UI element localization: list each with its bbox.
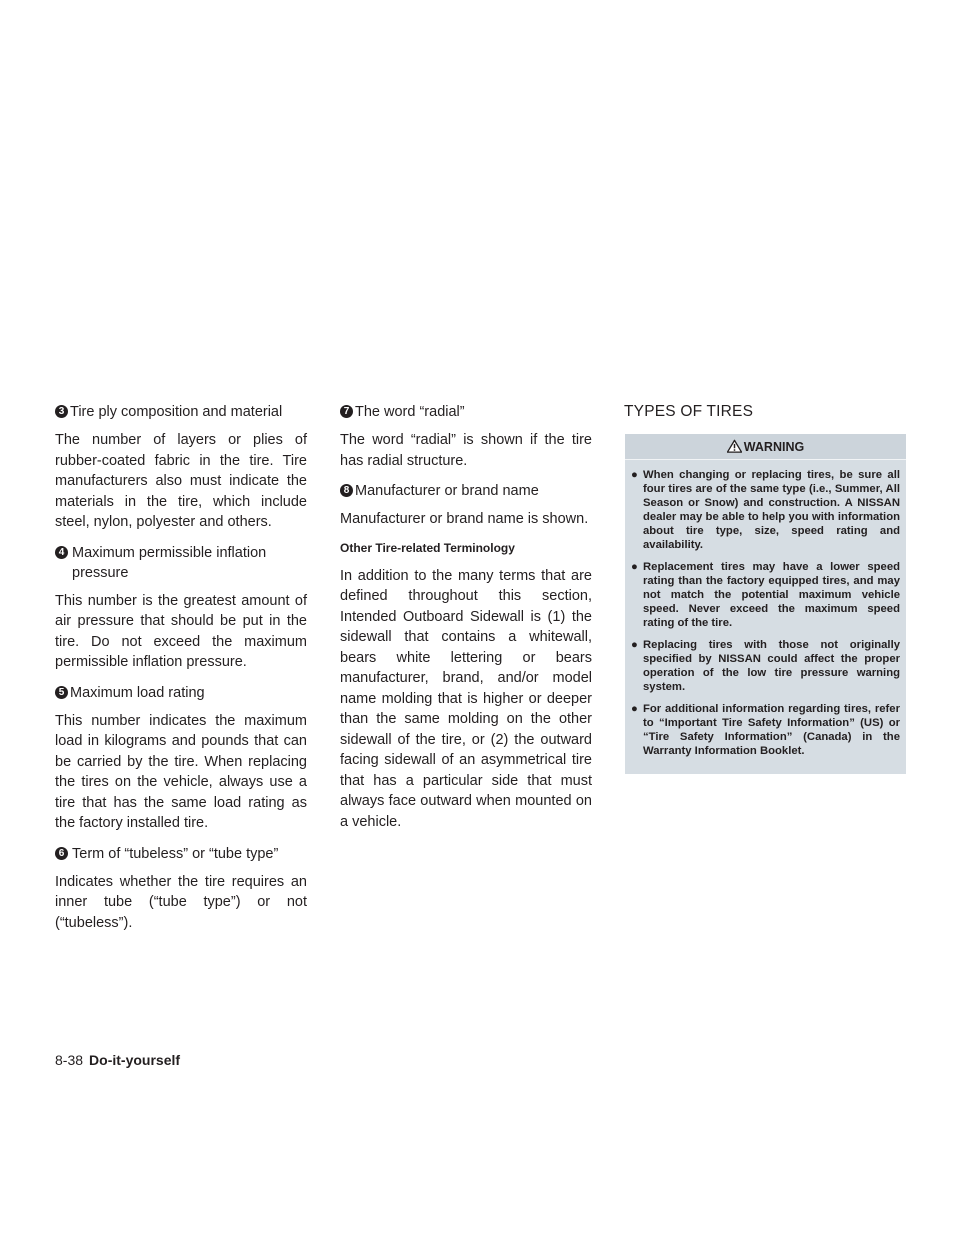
item-4-heading [55,543,307,583]
terminology-subheading: Other Tire-related Terminology [340,540,515,555]
page-footer [55,1050,180,1070]
item-4-paragraph: This number is the greatest amount of air pressure that should be put in the tire. Do not exceed the maximum permissible inflation pressure. [55,592,307,670]
circled-number-7: 7 [340,405,353,418]
item-5-heading [55,683,307,703]
warning-label: WARNING [743,439,805,454]
item-5-paragraph: This number indicates the maximum load in kilograms and pounds that can be carried by the tire. When replacing the tires on the vehicle, always use a tire that has the same load rating as the factory installed tire. [55,712,307,831]
item-8-label: Manufacturer or brand name [355,483,539,499]
item-7-label: The word “radial” [355,404,465,420]
item-8-heading [340,481,592,501]
circled-number-5: 5 [55,686,68,699]
warning-list [631,468,900,758]
bullet-icon: ● [631,469,638,481]
circled-number-6: 6 [55,847,68,860]
item-5-label: Maximum load rating [70,684,205,701]
item-3-heading [55,402,307,422]
warning-box [625,434,906,774]
page-number: 8-38 [55,1052,84,1068]
section-title: TYPES OF TIRES [624,403,754,420]
warning-item-text: For additional information regarding tires, refer to “Important Tire Safety Information” (US) or “Tire Safety Information” (Canada) in the Warranty Information Booklet. [643,703,900,757]
warning-header [625,434,906,460]
item-7-heading [340,402,592,422]
item-4-label: Maximum permissible inflation pressure [72,544,267,581]
column-1 [55,402,307,943]
column-3 [624,402,906,774]
bullet-icon: ● [631,561,638,573]
terminology-paragraph: In addition to the many terms that are defined throughout this section, Intended Outboard Sidewall is (1) the sidewall that contains a whitewall, bears white lettering or bears manufacturer, brand, and/or model name molding that is higher or deeper than the same molding on the other sidewall of the tire, or (2) the outward facing sidewall of an asymmetrical tire that has a particular side that must always face outward when mounted on a vehicle. [340,567,592,830]
item-8-paragraph: Manufacturer or brand name is shown. [340,511,589,527]
circled-number-3: 3 [55,405,68,418]
circled-number-4: 4 [55,546,68,559]
warning-item [631,560,900,630]
warning-item-text: When changing or replacing tires, be sure all four tires are of the same type (i.e., Summer, All Season or Snow) and construction. A NISSAN dealer may be able to help you with information about tire type, size, speed rating and availability. [643,469,900,551]
item-6-label: Term of “tubeless” or “tube type” [72,845,279,862]
warning-item [631,638,900,694]
item-3-paragraph: The number of layers or plies of rubber-coated fabric in the tire. Tire manufacturers also must indicate the materials in the tire, which include steel, nylon, polyester and others. [55,432,307,530]
item-6-paragraph: Indicates whether the tire requires an inner tube (“tube type”) or not (“tubeless”). [55,873,307,931]
column-2 [340,402,592,842]
circled-number-8: 8 [340,484,353,497]
warning-item [631,468,900,552]
warning-item [631,702,900,758]
bullet-icon: ● [631,639,638,651]
bullet-icon: ● [631,703,638,715]
item-6-heading [55,844,307,864]
warning-item-text: Replacing tires with those not originally specified by NISSAN could affect the proper operation of the low tire pressure warning system. [643,639,900,693]
warning-triangle-icon [727,439,742,453]
warning-item-text: Replacement tires may have a lower speed rating than the factory equipped tires, and may not match the potential maximum vehicle speed. Never exceed the maximum speed rating of the tire. [643,561,900,629]
section-name: Do-it-yourself [89,1052,181,1068]
item-7-paragraph: The word “radial” is shown if the tire has radial structure. [340,432,592,469]
item-3-label: Tire ply composition and material [70,404,283,420]
